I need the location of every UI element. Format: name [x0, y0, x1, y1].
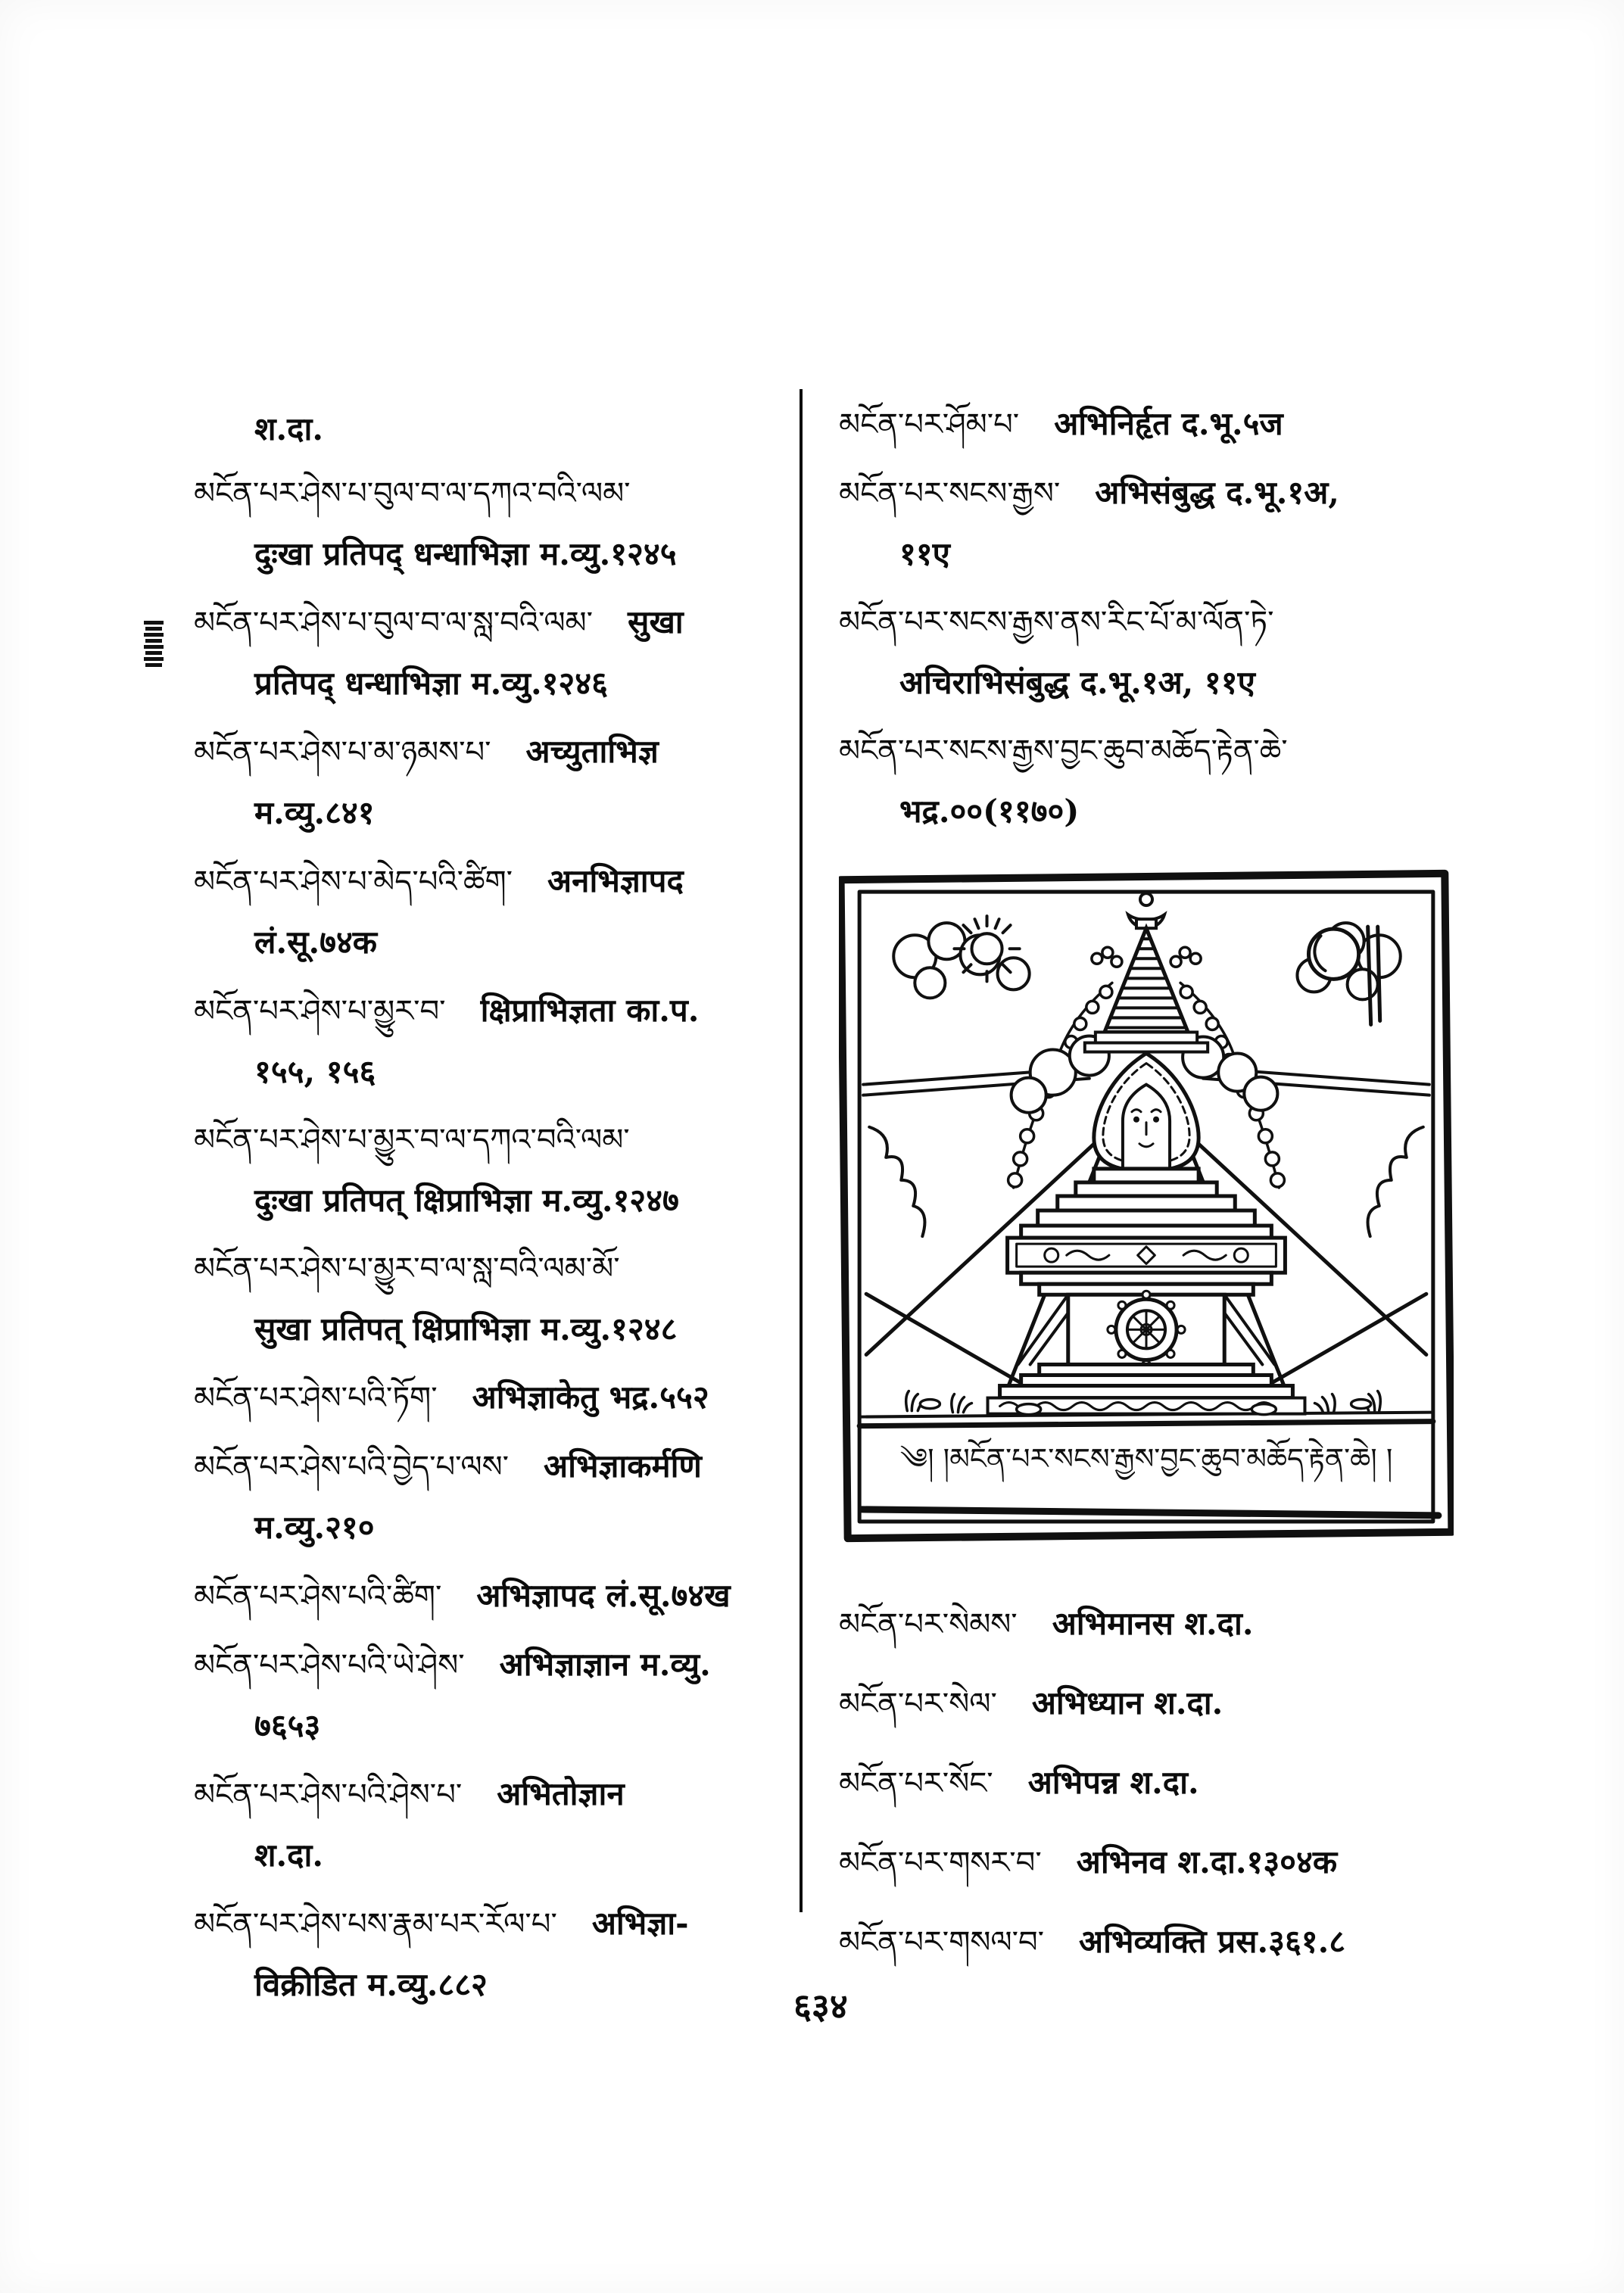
entry-tibetan: མངོན་པར་ཤེས་པ་མྱུར་བ་ལ་དཀའ་བའི་ལམ་ [194, 1123, 630, 1157]
entry-tibetan: མངོན་པར་སེལ་ [839, 1687, 997, 1721]
entry-tibetan: མངོན་པར་ཤེས་པའི་ཏོག་ [194, 1381, 438, 1416]
entry-tibetan: མངོན་པར་ཤེས་པ་མ་ཉམས་པ་ [194, 735, 491, 770]
dictionary-entry [194, 721, 800, 843]
dictionary-entry [194, 1110, 800, 1231]
entry-continuation: लं.सू.७४क [254, 924, 378, 961]
entry-continuation: विक्रीडित म.व्यु.८८२ [254, 1966, 488, 2003]
entry-sanskrit: अभिपन्न श.दा. [1027, 1764, 1199, 1801]
dictionary-entry [194, 980, 800, 1102]
frieze-band [1008, 1238, 1286, 1273]
entry-continuation: भद्र.००(११७०) [899, 793, 1080, 830]
dictionary-entry [194, 1764, 800, 1886]
entry-continuation: म.व्यु.२१० [254, 1509, 375, 1546]
entry-tibetan: མངོན་པར་ཤེས་པའི་ཤེས་པ་ [194, 1777, 463, 1812]
dictionary-entry [839, 1911, 1543, 1973]
dictionary-entry [194, 1634, 800, 1756]
cloud-left [893, 923, 1029, 998]
entry-tibetan: མངོན་པར་སངས་རྒྱས་ [839, 476, 1061, 511]
dictionary-entry [194, 463, 800, 584]
entry-continuation: सुखा प्रतिपत् क्षिप्राभिज्ञा म.व्यु.१२४८ [254, 1310, 678, 1347]
entry-tibetan: མངོན་པར་སངས་རྒྱས་ནས་རིང་པོ་མ་ལོན་ཏེ་ [839, 605, 1274, 640]
entry-tibetan: མངོན་པར་སོང་ [839, 1766, 993, 1801]
moon-disc-icon [1308, 927, 1379, 1024]
entry-continuation: प्रतिपद् धन्धाभिज्ञा म.व्यु.१२४६ [254, 665, 608, 702]
entry-continuation: म.व्यु.८४१ [254, 794, 375, 831]
entry-continuation: ११ए [899, 535, 950, 572]
left-column [194, 400, 800, 2023]
dictionary-entry [839, 721, 1543, 842]
dictionary-entry [194, 1238, 800, 1360]
entry-sanskrit: अभिज्ञाकेतु भद्र.५५२ [472, 1379, 709, 1416]
dictionary-entry [194, 851, 800, 973]
entry-tibetan: མངོན་པར་ཤེས་པའི་ཡེ་ཤེས་ [194, 1648, 465, 1683]
entry-tibetan: མངོན་པར་ཤེས་པ་མྱུར་བ་ [194, 994, 446, 1029]
column-divider-rule [800, 389, 803, 1912]
entry-tibetan: མངོན་པར་གསལ་བ་ [839, 1925, 1045, 1960]
entry-tibetan: མངོན་པར་གསར་བ་ [839, 1846, 1042, 1880]
entry-sanskrit: क्षिप्राभिज्ञता का.प. [480, 992, 700, 1029]
dictionary-entry [839, 463, 1543, 584]
entry-sanskrit: सुखा [628, 603, 684, 640]
crescent-finial-icon [1128, 893, 1164, 928]
right-column-bottom-entries [839, 1594, 1543, 1973]
entry-continuation: अचिराभिसंबुद्ध द.भू.१अ, ११ए [899, 664, 1255, 701]
woodcut-caption: ༄། །མངོན་པར་སངས་རྒྱས་བྱང་ཆུབ་མཆོད་རྟེན་ཆེ། ། [899, 1441, 1393, 1475]
dharma-wheel-icon [1108, 1291, 1185, 1368]
entry-continuation: दुःखा प्रतिपत् क्षिप्राभिज्ञा म.व्यु.१२४७ [254, 1182, 679, 1219]
entry-sanskrit: अभिमानस श.दा. [1052, 1605, 1254, 1642]
entry-continuation: १५५, १५६ [254, 1053, 376, 1090]
entry-continuation: श.दा. [254, 1837, 323, 1874]
binding-marks-icon [144, 621, 164, 669]
entry-sanskrit: अभिनव श.दा.१३०४क [1076, 1843, 1338, 1880]
dictionary-entry [194, 1436, 800, 1558]
entry-tibetan: མངོན་པར་ཤེས་པ་བུལ་བ་ལ་དཀའ་བའི་ལམ་ [194, 476, 631, 511]
entry-tibetan: མངོན་པར་ཤེས་པའི་ཚིག་ [194, 1579, 442, 1614]
entry-sanskrit: अभिज्ञाज्ञान म.व्यु. [499, 1646, 711, 1683]
page-number: ६३४ [793, 1986, 848, 2027]
entry-sanskrit: अभिव्यक्ति प्रस.३६१.८ [1079, 1923, 1346, 1960]
entry-continuation: दुःखा प्रतिपद् धन्धाभिज्ञा म.व्यु.१२४५ [254, 535, 677, 572]
entry-tibetan: མངོན་པར་སངས་རྒྱས་བྱང་ཆུབ་མཆོད་རྟེན་ཆེ་ [839, 734, 1288, 768]
entry-sanskrit: अभिज्ञाकर्मणि [544, 1447, 702, 1485]
entry-sanskrit: अच्युताभिज्ञ [525, 733, 659, 770]
entry-tibetan: མངོན་པར་ཤེས་པའི་བྱེད་པ་ལས་ [194, 1450, 509, 1485]
entry-tibetan: མངོན་པར་ཤེས་པས་རྣམ་པར་རོལ་པ་ [194, 1907, 557, 1942]
entry-tibetan: མངོན་པར་ཤེས་པ་མེད་པའི་ཚིག་ [194, 865, 513, 899]
sun-icon [954, 916, 1019, 981]
entry-sanskrit: अभिध्यान श.दा. [1031, 1684, 1223, 1721]
dictionary-entry [839, 1673, 1543, 1734]
dictionary-entry [194, 1367, 800, 1428]
entry-sanskrit: अभिज्ञा- [591, 1905, 689, 1942]
entry-tibetan: མངོན་པར་ཤེས་པ་མྱུར་བ་ལ་སླ་བའི་ལམ་མོ་ [194, 1251, 620, 1286]
dictionary-entry [194, 592, 800, 714]
entry-sanskrit: अभितोज्ञान [497, 1775, 625, 1812]
entry-sanskrit: अभिनिर्हृत द.भू.५ज [1054, 405, 1283, 442]
entry-tibetan: མངོན་པར་ཤོམ་པ་ [839, 407, 1020, 442]
dictionary-entry [839, 1832, 1543, 1893]
entry-tibetan: མངོན་པར་སེམས་ [839, 1607, 1018, 1642]
wheel-block [1018, 1291, 1275, 1368]
stupa-woodcut [839, 869, 1543, 1548]
entry-sanskrit: अभिसंबुद्ध द.भू.१अ, [1095, 474, 1339, 511]
stupa [988, 893, 1305, 1414]
dictionary-entry [839, 1594, 1543, 1655]
dictionary-entry [194, 1893, 800, 2015]
entry-tibetan: མངོན་པར་ཤེས་པ་བུལ་བ་ལ་སླ་བའི་ལམ་ [194, 606, 594, 640]
right-column [839, 394, 1543, 1991]
dictionary-entry [839, 592, 1543, 713]
stupa-woodcut-image [839, 869, 1454, 1544]
caption-band [900, 1437, 1393, 1482]
dictionary-entry [839, 1752, 1543, 1814]
entry-sanskrit: अभिज्ञापद लं.सू.७४ख [476, 1577, 731, 1614]
dictionary-entry [839, 394, 1543, 455]
dome-aureole [1094, 1054, 1199, 1171]
continuation-reference: श.दा. [254, 410, 323, 447]
dictionary-entry [194, 1566, 800, 1627]
entry-continuation: ७६५३ [254, 1707, 321, 1744]
entry-sanskrit: अनभिज्ञापद [547, 862, 684, 899]
